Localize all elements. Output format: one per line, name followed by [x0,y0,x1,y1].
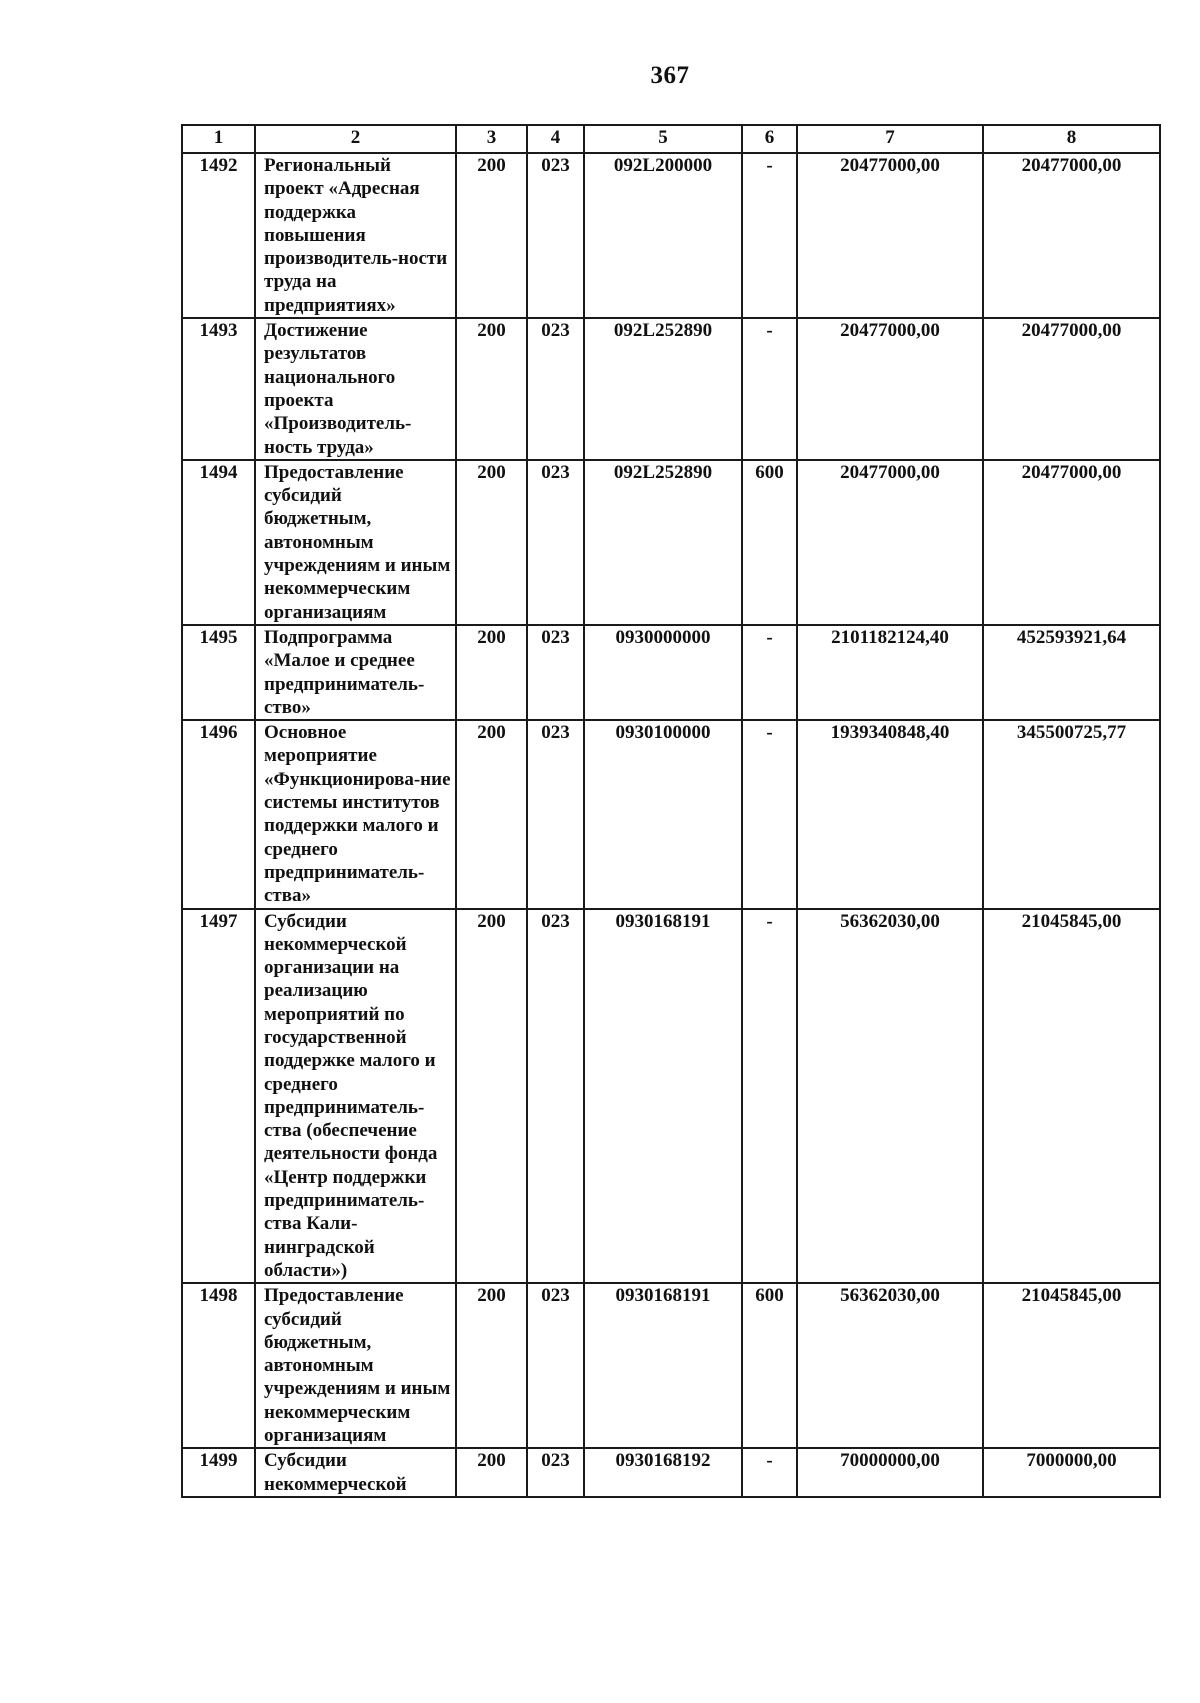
row-col4: 023 [527,720,584,908]
row-col5: 0930000000 [584,625,742,720]
row-col7: 70000000,00 [797,1448,983,1497]
column-header: 8 [983,125,1160,153]
column-header: 1 [182,125,255,153]
row-number: 1494 [182,460,255,625]
row-number: 1497 [182,909,255,1284]
row-col7: 56362030,00 [797,1283,983,1448]
row-col4: 023 [527,1283,584,1448]
row-col5: 092L200000 [584,153,742,318]
row-col3: 200 [456,720,527,908]
row-number: 1498 [182,1283,255,1448]
row-col3: 200 [456,909,527,1284]
row-col5: 0930168191 [584,1283,742,1448]
table-row [182,1448,1160,1497]
table-row [182,909,1160,1284]
row-name: Региональный проект «Адресная поддержка повышения производитель-ности труда на предприятиях» [255,153,456,318]
row-col7: 20477000,00 [797,318,983,460]
row-col3: 200 [456,625,527,720]
row-col7: 1939340848,40 [797,720,983,908]
row-col8: 21045845,00 [983,909,1160,1284]
row-col4: 023 [527,625,584,720]
row-name: Субсидии некоммерческой [255,1448,456,1497]
row-col8: 345500725,77 [983,720,1160,908]
table-row [182,720,1160,908]
row-name: Подпрограмма «Малое и среднее предприниматель-ство» [255,625,456,720]
row-col6: - [742,720,797,908]
row-col8: 7000000,00 [983,1448,1160,1497]
row-col7: 20477000,00 [797,460,983,625]
row-col5: 092L252890 [584,318,742,460]
budget-table [181,124,1161,1498]
row-number: 1492 [182,153,255,318]
row-number: 1493 [182,318,255,460]
row-col8: 452593921,64 [983,625,1160,720]
table-row [182,153,1160,318]
row-col7: 56362030,00 [797,909,983,1284]
row-name: Субсидии некоммерческой организации на реализацию мероприятий по государственной поддержке малого и среднего предприниматель-ства (обеспечение деятельности фонда «Центр поддержки предприниматель-ства Кали-нинградской области») [255,909,456,1284]
row-col6: - [742,909,797,1284]
row-col5: 0930100000 [584,720,742,908]
row-col8: 20477000,00 [983,460,1160,625]
page-number: 367 [650,62,690,89]
row-col6: 600 [742,1283,797,1448]
table-row [182,318,1160,460]
row-number: 1496 [182,720,255,908]
row-col6: 600 [742,460,797,625]
row-number: 1499 [182,1448,255,1497]
row-col6: - [742,1448,797,1497]
row-col5: 0930168192 [584,1448,742,1497]
row-col3: 200 [456,460,527,625]
row-col6: - [742,318,797,460]
row-col3: 200 [456,153,527,318]
column-header: 2 [255,125,456,153]
column-header: 7 [797,125,983,153]
table-row [182,460,1160,625]
row-col8: 20477000,00 [983,318,1160,460]
table-row [182,1283,1160,1448]
row-col3: 200 [456,1283,527,1448]
column-header: 4 [527,125,584,153]
row-col6: - [742,625,797,720]
row-col8: 21045845,00 [983,1283,1160,1448]
table-row [182,625,1160,720]
row-name: Достижение результатов национального проекта «Производитель-ность труда» [255,318,456,460]
row-col4: 023 [527,318,584,460]
row-col3: 200 [456,318,527,460]
row-col6: - [742,153,797,318]
row-number: 1495 [182,625,255,720]
header-row [182,125,1160,153]
row-col7: 20477000,00 [797,153,983,318]
row-col4: 023 [527,460,584,625]
column-header: 6 [742,125,797,153]
row-col3: 200 [456,1448,527,1497]
row-col4: 023 [527,909,584,1284]
row-col8: 20477000,00 [983,153,1160,318]
row-col4: 023 [527,1448,584,1497]
row-name: Основное мероприятие «Функционирова-ние системы институтов поддержки малого и среднего предприниматель-ства» [255,720,456,908]
row-name: Предоставление субсидий бюджетным, автономным учреждениям и иным некоммерческим организациям [255,1283,456,1448]
column-header: 3 [456,125,527,153]
column-header: 5 [584,125,742,153]
row-name: Предоставление субсидий бюджетным, автономным учреждениям и иным некоммерческим организациям [255,460,456,625]
row-col4: 023 [527,153,584,318]
row-col5: 0930168191 [584,909,742,1284]
row-col5: 092L252890 [584,460,742,625]
row-col7: 2101182124,40 [797,625,983,720]
